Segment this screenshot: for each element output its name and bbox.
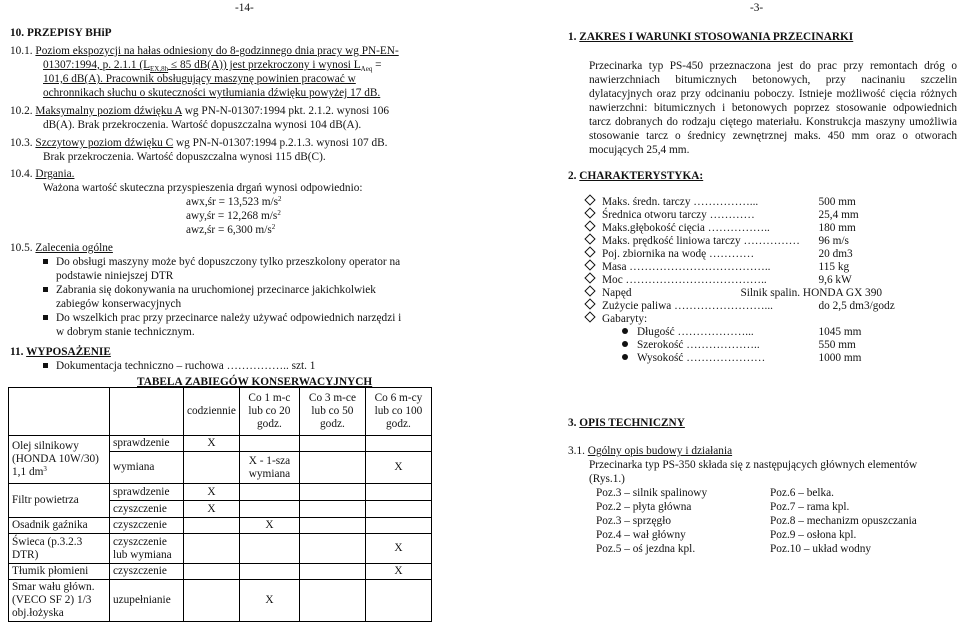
part-item: Poz.3 – sprzęgło <box>596 515 671 527</box>
spec-row <box>586 352 960 365</box>
header-6-months: Co 6 m-cy lub co 100 godz. <box>365 388 431 436</box>
section-2-title: 2. CHARAKTERYSTYKA: <box>568 170 704 182</box>
vibration-awx: awx,śr = 13,523 $m/s^2$ <box>186 195 282 208</box>
section-10-title: 10. PRZEPISY BHiP <box>10 27 112 39</box>
spec-label: Zużycie paliwa ……………………... <box>602 300 773 312</box>
vibration-awy: awy,śr = 12,268 $m/s^2$ <box>186 209 281 222</box>
spec-value: 1000 mm <box>818 352 862 364</box>
bullet-diamond-icon <box>584 272 595 283</box>
bullet-diamond-icon <box>584 220 595 231</box>
spec-value <box>818 313 960 326</box>
spec-value: 1045 mm <box>818 326 862 338</box>
maintenance-table: codziennie Co 1 m-c lub co 20 godz. Co 3 m-ce lub co 50 godz. Co 6 m-cy lub co 100 godz. Olej silnikowy (HONDA 10W/30) 1,1 $dm^3$ sprawdzenie X wymiana X - 1-sza wymiana X Filtr powietrza sprawdzenie X czyszczenie X Osadnik gaźnika czyszczenie X Świeca (p.3.2.3 DTR) czyszczenie lub wymiana X Tłumik płomieni czyszczenie X Smar wału główn. (VECO SF 2) 1/3 obj.łożyska uzupełnianie X <box>8 387 432 622</box>
bullet-diamond-icon <box>584 246 595 257</box>
header-3-months: Co 3 m-ce lub co 50 godz. <box>299 388 365 436</box>
spec-label: Maks.głębokość cięcia …………….. <box>602 222 770 234</box>
bullet-diamond-icon <box>584 233 595 244</box>
part-item: Poz.5 – oś jezdna kpl. <box>596 543 696 555</box>
part-item: Poz.2 – płyta główna <box>596 501 692 513</box>
spark-plug-cell: Świeca (p.3.2.3 DTR) <box>9 534 110 564</box>
vibration-awz: awz,śr = 6,300 $m/s^2$ <box>186 223 276 236</box>
bullet-diamond-icon <box>584 207 595 218</box>
section-10-3-line2: Brak przekroczenia. Wartość dopuszczalna wynosi 115 dB(C). <box>43 151 326 163</box>
spec-row <box>586 300 960 313</box>
section-3-1-text-line1: Przecinarka typ PS-350 składa się z następujących głównych elementów <box>589 459 918 471</box>
section-10-4-title: 10.4. Drgania. <box>10 168 75 180</box>
bullet-dot-icon <box>622 354 628 360</box>
spec-label: Długość ………………... <box>637 326 754 338</box>
spec-value: 9,6 kW <box>818 274 852 286</box>
spec-label: Masa ……………………………….. <box>602 261 771 273</box>
spec-label: Maks. prędkość liniowa tarczy …………… <box>602 235 800 247</box>
section-3-1-text-line2: (Rys.1.) <box>589 473 625 485</box>
section-1-text: Przecinarka typ PS-450 przeznaczona jest do prac przy remontach dróg o nawierzchniach bitumicznych betonowych, przy nacinaniu szczelin dylatacyjnych oraz przy odcinaniu poboczy. Istnieje możliwość cięcia różnych nawierzchni: bitumicznych i betonowych poprzez stosowanie odpowiednich tarcz dobranych do rodzaju ciętego materiału. Konstrukcja maszyny umożliwia stosowanie tarcz o średnicy zewnętrznej maks. 450 mm oraz o otworach mocujących 25,4 mm. <box>589 60 957 156</box>
right-page-number: -3- <box>750 2 764 14</box>
spec-value: 550 mm <box>818 339 856 351</box>
part-item: Poz.10 – układ wodny <box>770 543 872 555</box>
grease-cell: Smar wału główn. (VECO SF 2) 1/3 obj.łożyska <box>9 580 110 622</box>
spec-value: 96 m/s <box>818 235 849 247</box>
section-3-title: 3. OPIS TECHNICZNY <box>568 417 685 429</box>
spec-label: Szerokość ……………….. <box>637 339 760 351</box>
bullet-1-line2: podstawie niniejszej DTR <box>56 270 174 282</box>
bullet-dot-icon <box>622 328 628 334</box>
spec-label: Wysokość ………………… <box>637 352 766 364</box>
spec-row <box>586 339 960 352</box>
bullet-1-line1: Do obsługi maszyny może być dopuszczony tylko przeszkolony operator na <box>43 255 400 269</box>
bullet-diamond-icon <box>584 311 595 322</box>
spec-row <box>586 287 960 300</box>
part-item: Poz.3 – silnik spalinowy <box>596 487 708 499</box>
spec-table <box>586 196 960 365</box>
spec-label: Maks. średn. tarczy ……………... <box>602 196 759 208</box>
spec-value: do 2,5 dm3/godz <box>818 300 895 312</box>
oil-cell: Olej silnikowy (HONDA 10W/30) 1,1 $dm^3$ <box>9 436 110 484</box>
part-item: Poz.4 – wał główny <box>596 529 686 541</box>
spec-value: Silnik spalin. HONDA GX 390 <box>740 287 882 299</box>
part-item: Poz.6 – belka. <box>770 487 835 499</box>
section-10-1-line4: ochronnikach słuchu o skuteczności wytłumiania dźwięku powyżej 17 dB. <box>43 87 381 99</box>
spec-row <box>586 248 960 261</box>
bullet-3-line1: Do wszelkich prac przy przecinarce należy używać odpowiednich narzędzi i <box>43 311 401 325</box>
bullet-diamond-icon <box>584 194 595 205</box>
bullet-2-line2: zabiegów konserwacyjnych <box>56 298 182 310</box>
spec-value: 500 mm <box>818 196 856 208</box>
spec-row <box>586 222 960 235</box>
spec-label: Średnica otworu tarczy ………… <box>602 209 755 221</box>
bullet-2-line1: Zabrania się dokonywania na uruchomionej przecinarce jakichkolwiek <box>43 283 376 297</box>
equipment-item: Dokumentacja techniczno – ruchowa …………….. szt. 1 <box>43 359 315 373</box>
spec-row <box>586 326 960 339</box>
section-10-3-line1: 10.3. Szczytowy poziom dźwięku C wg PN-N-01307:1994 p.2.1.3. wynosi 107 dB. <box>10 137 388 149</box>
left-page-number: -14- <box>235 2 254 14</box>
part-item: Poz.9 – osłona kpl. <box>770 529 857 541</box>
flame-arrester-cell: Tłumik płomieni <box>9 564 110 580</box>
part-item: Poz.7 – rama kpl. <box>770 501 850 513</box>
section-11-title: 11. WYPOSAŻENIE <box>10 346 111 358</box>
header-daily: codziennie <box>184 388 240 436</box>
bullet-diamond-icon <box>584 259 595 270</box>
spec-label: Napęd <box>602 287 632 299</box>
section-10-2-line2: dB(A). Brak przekroczenia. Wartość dopuszczalna wynosi 104 dB(A). <box>43 119 362 131</box>
spec-row <box>586 209 960 222</box>
section-10-4-text: Ważona wartość skuteczna przyspieszenia drgań wynosi odpowiednio: <box>43 182 363 194</box>
spec-label: Moc ……………………………….. <box>602 274 767 286</box>
bullet-dot-icon <box>622 341 628 347</box>
maintenance-table-title: TABELA ZABIEGÓW KONSERWACYJNYCH <box>137 376 373 388</box>
parts-list-left <box>596 486 707 556</box>
spec-value: 25,4 mm <box>818 209 859 221</box>
spec-label: Poj. zbiornika na wodę ………… <box>602 248 755 260</box>
section-3-1-title: 3.1. Ogólny opis budowy i działania <box>568 445 733 457</box>
section-10-1-line2: 01307:1994, p. 2.1.1 ($L_{EX,8h} \le 85$ dB(A)) jest przekroczony i wynosi $L_{Aeq}$ = <box>43 59 382 73</box>
parts-list-right <box>770 486 917 556</box>
bullet-diamond-icon <box>584 285 595 296</box>
spec-row <box>586 274 960 287</box>
bullet-diamond-icon <box>584 298 595 309</box>
spec-row <box>586 313 960 326</box>
section-10-2-line1: 10.2. Maksymalny poziom dźwięku A wg PN-N-01307:1994 pkt. 2.1.2. wynosi 106 <box>10 105 390 117</box>
section-10-5-title: 10.5. Zalecenia ogólne <box>10 242 113 254</box>
spec-row <box>586 261 960 274</box>
spec-row <box>586 235 960 248</box>
bullet-3-line2: w dobrym stanie technicznym. <box>56 326 195 338</box>
carb-bowl-cell: Osadnik gaźnika <box>9 518 110 534</box>
section-10-1-line3: 101,6 dB(A). Pracownik obsługujący maszynę powinien pracować w <box>43 73 356 85</box>
spec-label: Gabaryty: <box>602 313 648 325</box>
section-10-1-line1: 10.1. Poziom ekspozycji na hałas odniesiony do 8-godzinnego dnia pracy wg PN-EN- <box>10 45 399 57</box>
section-1-title: 1. ZAKRES I WARUNKI STOSOWANIA PRZECINARKI <box>568 31 854 43</box>
air-filter-cell: Filtr powietrza <box>9 484 110 518</box>
header-1-month: Co 1 m-c lub co 20 godz. <box>239 388 299 436</box>
spec-row <box>586 196 960 209</box>
part-item: Poz.8 – mechanizm opuszczania <box>770 515 917 527</box>
spec-value: 180 mm <box>818 222 856 234</box>
spec-value: 20 dm3 <box>818 248 853 260</box>
spec-value: 115 kg <box>818 261 850 273</box>
